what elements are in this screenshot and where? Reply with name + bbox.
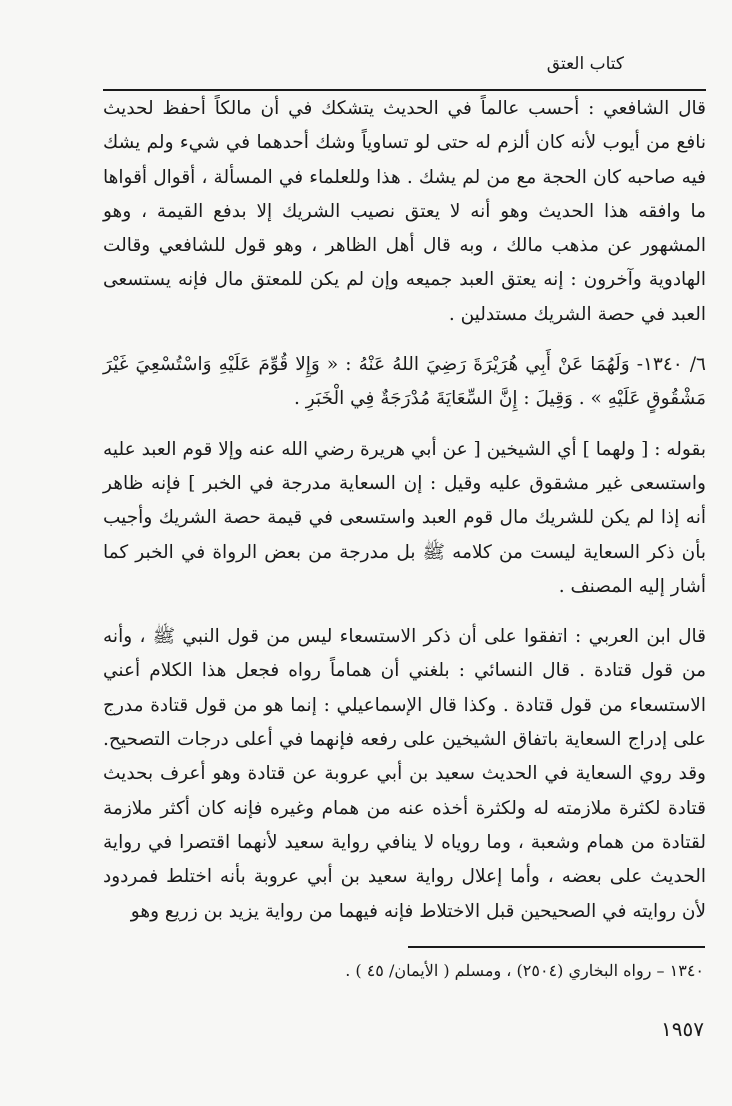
footnote-divider [408,946,705,948]
paragraph-shafii: قال الشافعي : أحسب عالماً في الحديث يتشكك في أن مالكاً أحفظ لحديث نافع من أيوب لأنه كان ألزم له حتى لو تساوياً وشك أحدهما في شيء ولم يشك فيه صاحبه كان الحجة مع من لم يشك . هذا وللعلماء في المسألة ، أقوال أقواها ما وافقه هذا الحديث وهو أنه لا يعتق نصيب الشريك إلا بدفع القيمة ، وهو المشهور عن مذهب مالك ، وبه قال أهل الظاهر ، وهو قول للشافعي وقالت الهادوية وآخرون : إنه يعتق العبد جميعه وإن لم يكن للمعتق مال فإنه يستسعى العبد في حصة الشريك مستدلين . [103,98,706,325]
page-number: ١٩٥٧ [661,1017,704,1041]
footnote: ١٣٤٠ – رواه البخاري (٢٥٠٤) ، ومسلم ( الأيمان/ ٤٥ ) . [345,961,704,980]
hadith-text: ٦/ ١٣٤٠- وَلَهُمَا عَنْ أَبِي هُرَيْرَةَ رَضِيَ اللهُ عَنْهُ : « وَإِلا قُوِّمَ عَلَيْهِ وَاسْتُسْعِيَ غَيْرَ مَشْقُوقٍ عَلَيْهِ » . وَقِيلَ : إِنَّ السِّعَايَةَ مُدْرَجَةٌ فِي الْخَبَرِ . [103,354,706,410]
main-text [103,92,706,929]
paragraph-commentary: بقوله : [ ولهما ] أي الشيخين [ عن أبي هريرة رضي الله عنه وإلا قوم العبد عليه واستسعى غير مشقوق عليه وقيل : إن السعاية مدرجة في الخبر ] فإنه ظاهر أنه إذا لم يكن للشريك مال قوم العبد واستسعى في قيمة حصة الشريك وأجيب بأن ذكر السعاية ليست من كلامه ﷺ بل مدرجة من بعض الرواة في الخبر كما أشار إليه المصنف . [103,438,706,597]
running-header: كتاب العتق [546,54,624,74]
header-divider [103,89,706,91]
paragraph-ibn-arabi: قال ابن العربي : اتفقوا على أن ذكر الاستسعاء ليس من قول النبي ﷺ ، وأنه من قول قتادة . قال النسائي : بلغني أن هماماً رواه فجعل هذا الكلام أعني الاستسعاء من قول قتادة . وكذا قال الإسماعيلي : إنما هو من قول قتادة مدرج على إدراج السعاية باتفاق الشيخين على رفعه فإنهما في أعلى درجات التصحيح. وقد روي السعاية في الحديث سعيد بن أبي عروبة عن قتادة وهو أعرف بحديث قتادة لكثرة ملازمته له ولكثرة أخذه عنه من همام وغيره فإنه كان أكثر ملازمة لقتادة من همام وشعبة ، وما روياه لا ينافي رواية سعيد لأنهما اقتصرا في رواية الحديث على بعضه ، وأما إعلال رواية سعيد بن أبي عروبة بأنه اختلط فمردود لأن روايته في الصحيحين قبل الاختلاط فإنه فيهما من رواية يزيد بن زريع وهو [103,626,706,922]
